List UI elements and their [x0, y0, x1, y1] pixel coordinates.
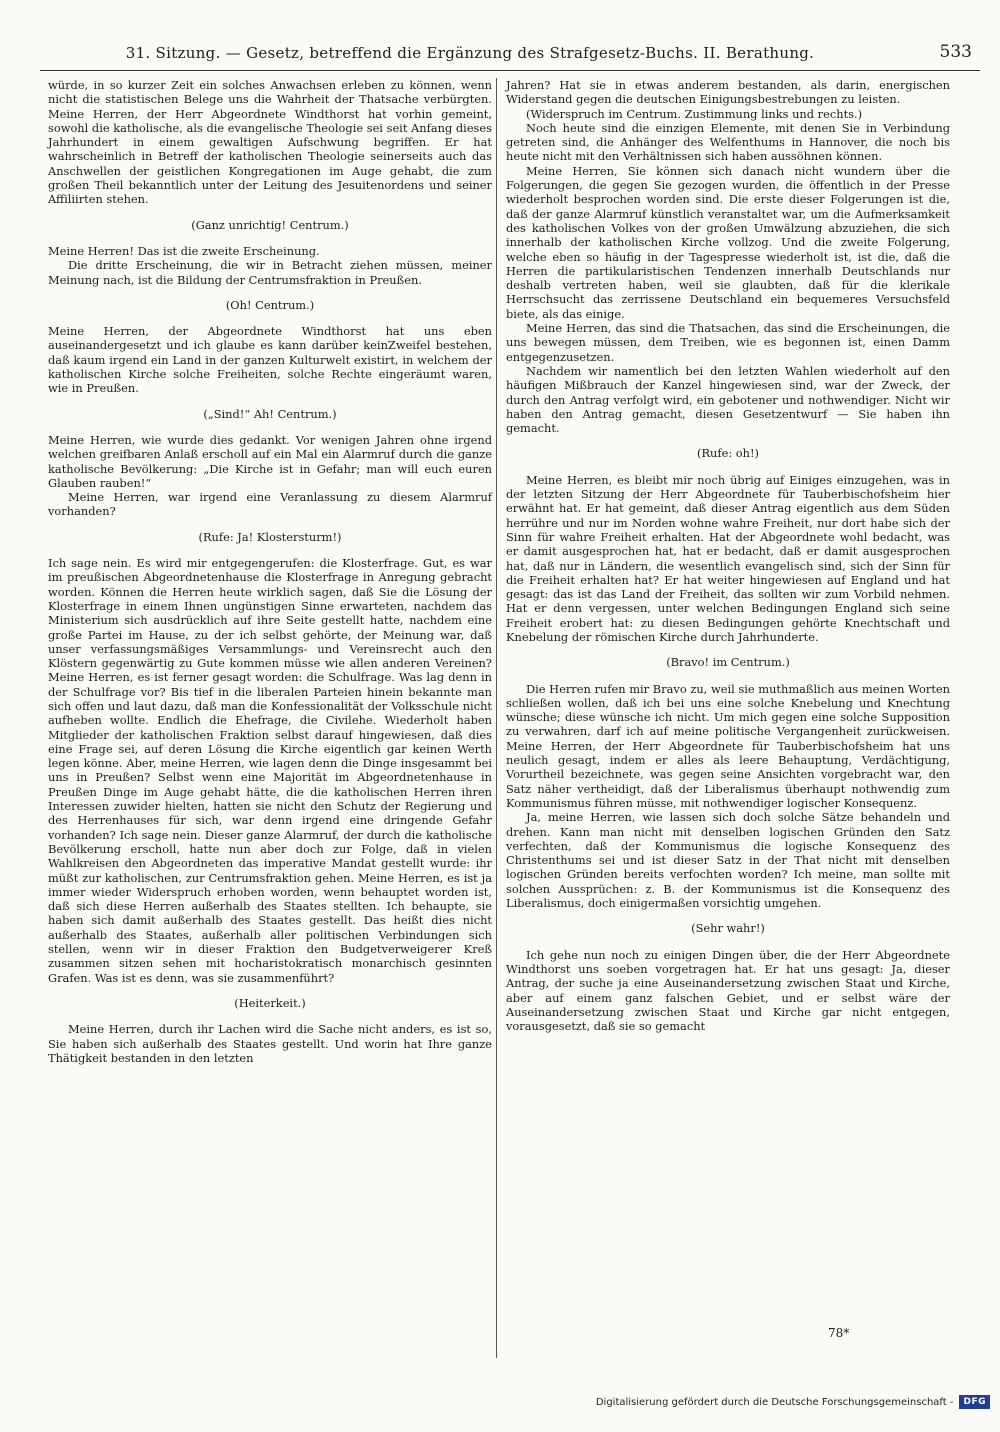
right-column-paragraph: Meine Herren, Sie können sich danach nicht wundern über die Folgerungen, die gegen Sie gezogen wurden, die öffentlich in der Presse wiederholt besprochen worden sind. Die erste dieser Folgerungen ist die, daß der ganze Alarmruf künstlich veranstaltet war, um die Aufmerksamkeit des katholischen Volkes von der großen Umwälzung abzuziehen, die sich innerhalb der katholischen Kirche vollzog. Und die zweite Folgerung, welche eben so häufig in der Tagespresse wiederholt ist, ist die, daß die Herren die partikularistischen Tendenzen innerhalb Deutschlands nur deshalb vertreten haben, weil sie glaubten, daß für die klerikale Herrschsucht das zerrissene Deutschland ein bequemeres Versuchsfeld biete, als das einige.	[506, 163, 950, 321]
right-column-interjection: (Sehr wahr!)	[691, 921, 765, 936]
page-number: 533	[939, 42, 972, 62]
right-column-paragraph: Nachdem wir namentlich bei den letzten Wahlen wiederholt auf den häufigen Mißbrauch der Kanzel hingewiesen sind, war der Zweck, der durch den Antrag verfolgt wird, ein gebotener und nothwendiger. Nicht wir haben den Antrag gemacht, diesen Gesetzentwurf — Sie haben ihn gemacht.	[506, 363, 950, 436]
signature-mark: 78*	[828, 1326, 850, 1340]
column-divider	[496, 78, 497, 1358]
left-column-interjection: („Sind!“ Ah! Centrum.)	[203, 406, 337, 421]
right-column	[506, 78, 950, 1033]
left-column-paragraph: Meine Herren! Das ist die zweite Erscheinung.	[48, 243, 320, 258]
running-head	[40, 40, 980, 71]
left-column-interjection: (Ganz unrichtig! Centrum.)	[191, 217, 349, 232]
right-column-paragraph: Ich gehe nun noch zu einigen Dingen über, die der Herr Abgeordnete Windthorst uns soeben vorgetragen hat. Er hat uns gesagt: Ja, dieser Antrag, der suche ja eine Auseinandersetzung zwischen Staat und Kirche, aber auf einem ganz falschen Gebiet, und er selbst wäre der Auseinandersetzung zwischen Staat und Kirche gar nicht entgegen, vorausgesetzt, daß sie so gemacht	[506, 947, 950, 1034]
left-column-paragraph: Meine Herren, durch ihr Lachen wird die Sache nicht anders, es ist so, Sie haben sich außerhalb des Staates gestellt. Und worin hat Ihre ganze Thätigkeit bestanden in den letzten	[48, 1022, 492, 1065]
right-column-paragraph: Jahren? Hat sie in etwas anderem bestanden, als darin, energischen Widerstand gegen die deutschen Einigungsbestrebungen zu leisten.	[506, 78, 950, 107]
footer-text: Digitalisierung gefördert durch die Deutsche Forschungsgemeinschaft -	[595, 1396, 954, 1408]
right-column-paragraph: Meine Herren, das sind die Thatsachen, das sind die Erscheinungen, die uns bewegen müssen, dem Treiben, wie es begonnen ist, einen Damm entgegenzusetzen.	[506, 321, 950, 364]
left-column-interjection: (Heiterkeit.)	[234, 995, 306, 1010]
right-column-interjection: (Bravo! im Centrum.)	[666, 655, 790, 670]
left-column-paragraph: würde, in so kurzer Zeit ein solches Anwachsen erleben zu können, wenn nicht die statistischen Belege uns die Wahrheit der Thatsache verbürgten. Meine Herren, der Herr Abgeordnete Windthorst hat vorhin gemeint, sowohl die katholische, als die evangelische Theologie sei seit Anfang dieses Jahrhundert in einem gewaltigen Aufschwung begriffen. Er hat wahrscheinlich in Betreff der katholischen Theologie seinerseits auch das Anschwellen der geistlichen Kongregationen im Auge gehabt, die zum großen Theil bekanntlich unter der Leitung des Jesuitenordens und seiner Affiliirten stehen.	[48, 78, 492, 207]
right-column-paragraph: Meine Herren, es bleibt mir noch übrig auf Einiges einzugehen, was in der letzten Sitzung der Herr Abgeordnete für Tauberbischofsheim hier erwähnt hat. Er hat gemeint, daß dieser Antrag eigentlich aus dem Süden herrühre und nur im Norden wohne wahre Freiheit, nur dort habe sich der Sinn für wahre Freiheit erhalten. Hat der Abgeordnete wohl bedacht, was er damit ausgesprochen hat, hat er bedacht, daß er damit ausgesprochen hat, daß nur in Ländern, die wesentlich evangelisch sind, sich der Sinn für die Freiheit erhalten hat? Er hat weiter hingewiesen auf England und hat gesagt: das ist das Land der Freiheit, das sollten wir zum Vorbild nehmen. Hat er denn vergessen, unter welchen Bedingungen England sich seine Freiheit erobert hat: zu diesen Bedingungen gehörte Knechtschaft und Knebelung der römischen Kirche durch Jahrhunderte.	[506, 472, 950, 644]
running-title: 31. Sitzung. — Gesetz, betreffend die Ergänzung des Strafgesetz-Buchs. II. Berathung.	[125, 44, 815, 62]
right-column-paragraph: Ja, meine Herren, wie lassen sich doch solche Sätze behandeln und drehen. Kann man nicht mit denselben logischen Gründen den Satz verfechten, daß der Kommunismus die logische Konsequenz des Christenthums sei und ist dieser Satz in der That nicht mit denselben logischen Gründen bereits verfochten worden? Ich meine, man sollte mit solchen Aussprüchen: z. B. der Kommunismus ist die Konsequenz des Liberalismus, doch einigermaßen vorsichtig umgehen.	[506, 810, 950, 911]
right-column-paragraph: Noch heute sind die einzigen Elemente, mit denen Sie in Verbindung getreten sind, die Anhänger des Welfenthums in Hannover, die noch bis heute nicht mit den Verhältnissen sich haben aussöhnen können.	[506, 120, 950, 164]
left-column-paragraph: Meine Herren, wie wurde dies gedankt. Vor wenigen Jahren ohne irgend welchen greifbaren Anlaß erscholl auf ein Mal ein Alarmruf durch die ganze katholische Bevölkerung: „Die Kirche ist in Gefahr; man will euch euren Glauben rauben!“	[48, 432, 492, 490]
left-column-paragraph: Meine Herren, der Abgeordnete Windthorst hat uns eben auseinandergesetzt und ich glaube es kann darüber keinZweifel bestehen, daß kaum irgend ein Land in der ganzen Kulturwelt existirt, in welchem der katholischen Kirche solche Freiheiten, solche Rechte eingeräumt waren, wie in Preußen.	[48, 324, 492, 396]
left-column-paragraph: Meine Herren, war irgend eine Veranlassung zu diesem Alarmruf vorhanden?	[48, 490, 492, 519]
left-column-paragraph: Ich sage nein. Es wird mir entgegengerufen: die Klosterfrage. Gut, es war im preußischen Abgeordnetenhause die Klosterfrage in Anregung gebracht worden. Können die Herren heute wirklich sagen, daß Sie die Lösung der Klosterfrage in einem Ihnen ungünstigen Sinne erwarteten, nachdem das Ministerium sich ausdrücklich auf ihre Seite gestellt hatte, nachdem eine große Partei im Hause, zu der ich selbst gehörte, der Meinung war, daß unser verfassungsmäßiges Versammlungs- und Vereinsrecht auch den Klöstern gegenwärtig zu Gute kommen müsse wie allen anderen Vereinen? Meine Herren, es ist ferner gesagt worden: die Schulfrage. Was lag denn in der Schulfrage vor? Bis tief in die liberalen Parteien hinein bekannte man sich offen und laut dazu, daß man die Konfessionalität der Volksschule nicht aufheben wollte. Endlich die Ehefrage, die Civilehe. Wiederholt haben Mitglieder der katholischen Fraktion selbst darauf hingewiesen, daß dies eine Frage sei, auf deren Lösung die Kirche eigentlich gar keinen Werth legen könne. Aber, meine Herren, wie lagen denn die Dinge insgesammt bei uns in Preußen? Selbst wenn eine Majorität im Abgeordnetenhause in Preußen Dinge im Auge gehabt hätte, die die katholischen Herren ihren Interessen zuwider hielten, hatten sie nicht den Schutz der Regierung und des Herrenhauses für sich, war denn irgend eine dringende Gefahr vorhanden? Ich sage nein. Dieser ganze Alarmruf, der durch die katholische Bevölkerung erscholl, hatte nun aber doch zur Folge, daß in vielen Wahlkreisen den Abgeordneten das imperative Mandat gestellt wurde: ihr müßt zur katholischen, zur Centrumsfraktion gehen. Meine Herren, es ist ja immer wieder Widerspruch erhoben worden, wenn behauptet worden ist, daß sich diese Herren außerhalb des Staates stellten. Ich behaupte, sie haben sich damit außerhalb des Staates gestellt. Das heißt dies nicht außerhalb des Staates, außerhalb aller politischen Verbindungen sich stellen, wenn wir in dieser Fraktion den Budgetverweigerer Kreß zusammen sitzen sehen mit hocharistokratisch monarchisch gesinnten Grafen. Was ist es denn, was sie zusammenführt?	[48, 556, 492, 985]
footer	[596, 1392, 990, 1412]
left-column	[48, 78, 492, 1065]
left-column-interjection: (Rufe: Ja! Klostersturm!)	[198, 529, 342, 544]
right-column-interjection: (Widerspruch im Centrum. Zustimmung links und rechts.)	[526, 106, 863, 121]
left-column-paragraph: Die dritte Erscheinung, die wir in Betracht ziehen müssen, meiner Meinung nach, ist die Bildung der Centrumsfraktion in Preußen.	[48, 258, 492, 287]
right-column-paragraph: Die Herren rufen mir Bravo zu, weil sie muthmaßlich aus meinen Worten schließen wollen, daß ich bei uns eine solche Knebelung und Knechtung wünsche; diese wünsche ich nicht. Um mich gegen eine solche Supposition zu verwahren, darf ich auf meine politische Vergangenheit zurückweisen. Meine Herren, der Herr Abgeordnete für Tauberbischofsheim hat uns neulich gesagt, indem er alles als leere Behauptung, Verdächtigung, Vorurtheil bezeichnete, was gegen seine Ansichten vorgebracht war, den Satz näher vertheidigt, daß der Liberalismus überhaupt nothwendig zum Kommunismus führen müsse, mit nothwendiger logischer Konsequenz.	[506, 681, 950, 810]
right-column-interjection: (Rufe: oh!)	[697, 446, 759, 461]
dfg-logo: DFG	[959, 1395, 990, 1409]
left-column-interjection: (Oh! Centrum.)	[225, 297, 315, 312]
